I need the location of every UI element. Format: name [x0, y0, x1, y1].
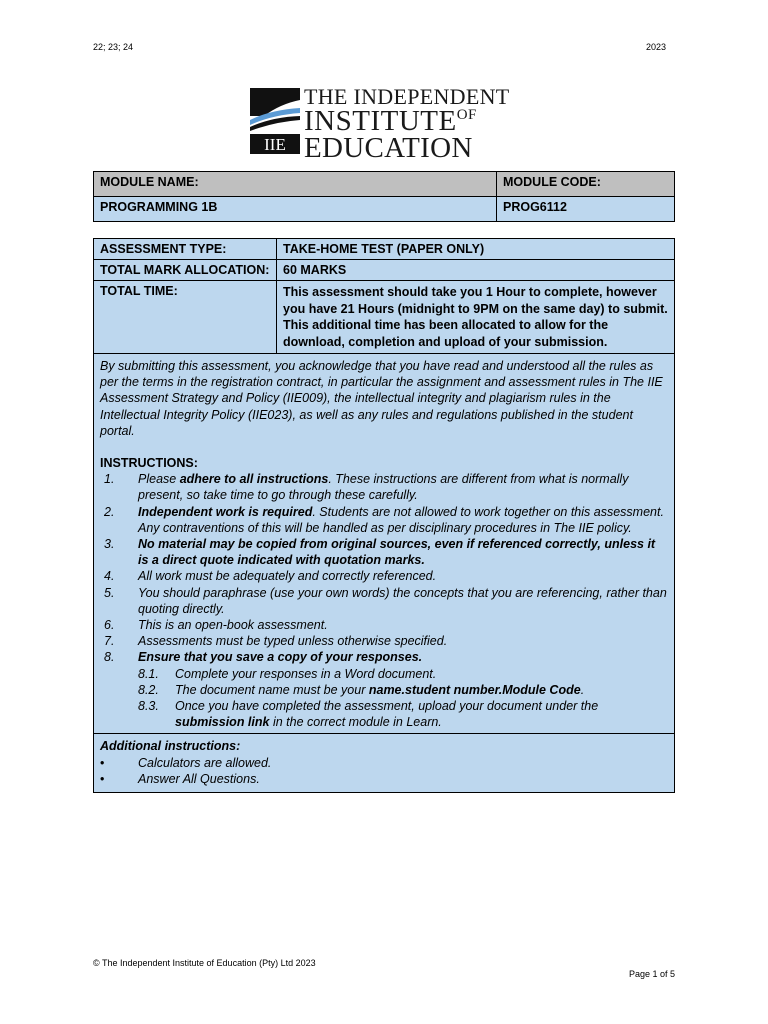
total-time-value: This assessment should take you 1 Hour to complete, however you have 21 Hours (midnight to 9PM on the same day) to submit. This additional time has been allocated to allow for the download, completion and upload of your submission.: [277, 281, 675, 354]
list-item: 5. You should paraphrase (use your own words) the concepts that you are referencing, rather than quoting directly.: [104, 585, 667, 616]
logo-line-1: THE INDEPENDENT: [304, 84, 510, 109]
module-table: [93, 171, 675, 222]
iie-logo: [250, 84, 518, 164]
module-name-value: PROGRAMMING 1B: [94, 197, 497, 222]
instructions-heading: INSTRUCTIONS:: [100, 456, 198, 471]
additional-instructions: [94, 734, 675, 793]
module-code-value: PROG6112: [497, 197, 675, 222]
list-item: • Answer All Questions.: [100, 772, 260, 787]
bullet-icon: •: [100, 755, 105, 770]
declaration-and-instructions: [94, 354, 675, 734]
logo-line-3: EDUCATION: [304, 132, 473, 164]
declaration-text: By submitting this assessment, you acknowledge that you have read and understood all the rules as per the terms in the registration contract, in particular the assignment and assessment rules in The IIE Assessment Strategy and Policy (IIE009), the intellectual integrity and plagiarism rules in the Intellectual Integrity Policy (IIE023), as well as any rules and regulations published in the student portal.: [100, 359, 663, 438]
instructions-list: [100, 471, 668, 730]
page-number: Page 1 of 5: [628, 969, 675, 979]
list-item: 3. No material may be copied from original sources, even if referenced correctly, unless it is a direct quote indicated with quotation marks.: [104, 537, 656, 568]
assessment-type-value: TAKE-HOME TEST (PAPER ONLY): [277, 239, 675, 260]
header-left: 22; 23; 24: [93, 42, 134, 52]
bullet-icon: •: [100, 772, 105, 787]
header-right: 2023: [645, 42, 666, 52]
additional-heading: Additional instructions:: [100, 739, 241, 754]
list-item: 2. Independent work is required. Students are not allowed to work together on this assessment. Any contraventions of this will be handled as per disciplinary procedures in The IIE policy.: [104, 504, 664, 535]
list-item: • Calculators are allowed.: [100, 755, 272, 770]
total-time-label: TOTAL TIME:: [94, 281, 277, 354]
list-item: 6. This is an open-book assessment.: [104, 618, 328, 633]
logo-wordmark: [304, 86, 510, 163]
logo-of: OF: [456, 107, 477, 123]
assessment-type-label: ASSESSMENT TYPE:: [94, 239, 277, 260]
footer-copyright: © The Independent Institute of Education (Pty) Ltd 2023: [93, 958, 316, 968]
sub-list-item: 8.1. Complete your responses in a Word document.: [138, 666, 437, 681]
list-item: 1. Please adhere to all instructions. These instructions are different from what is normally present, so take time to go through these carefully.: [104, 472, 629, 503]
sub-list-item: 8.2. The document name must be your name.student number.Module Code.: [138, 682, 585, 697]
list-item: 8. Ensure that you save a copy of your responses.: [104, 650, 423, 665]
iie-logo-mark-icon: [250, 86, 300, 154]
logo-mark-text: IIE: [264, 135, 286, 154]
list-item: 4. All work must be adequately and correctly referenced.: [104, 569, 437, 584]
assessment-table: [93, 238, 675, 793]
list-item: 7. Assessments must be typed unless otherwise specified.: [104, 634, 448, 649]
logo-line-2: $INSTITUTE^{OF}$: [304, 105, 477, 137]
total-marks-label: TOTAL MARK ALLOCATION:: [94, 260, 277, 281]
module-name-label: MODULE NAME:: [94, 172, 497, 197]
module-code-label: MODULE CODE:: [497, 172, 675, 197]
sub-list-item: 8.3. Once you have completed the assessment, upload your document under the submission link in the correct module in Learn.: [138, 699, 599, 730]
total-marks-value: 60 MARKS: [277, 260, 675, 281]
